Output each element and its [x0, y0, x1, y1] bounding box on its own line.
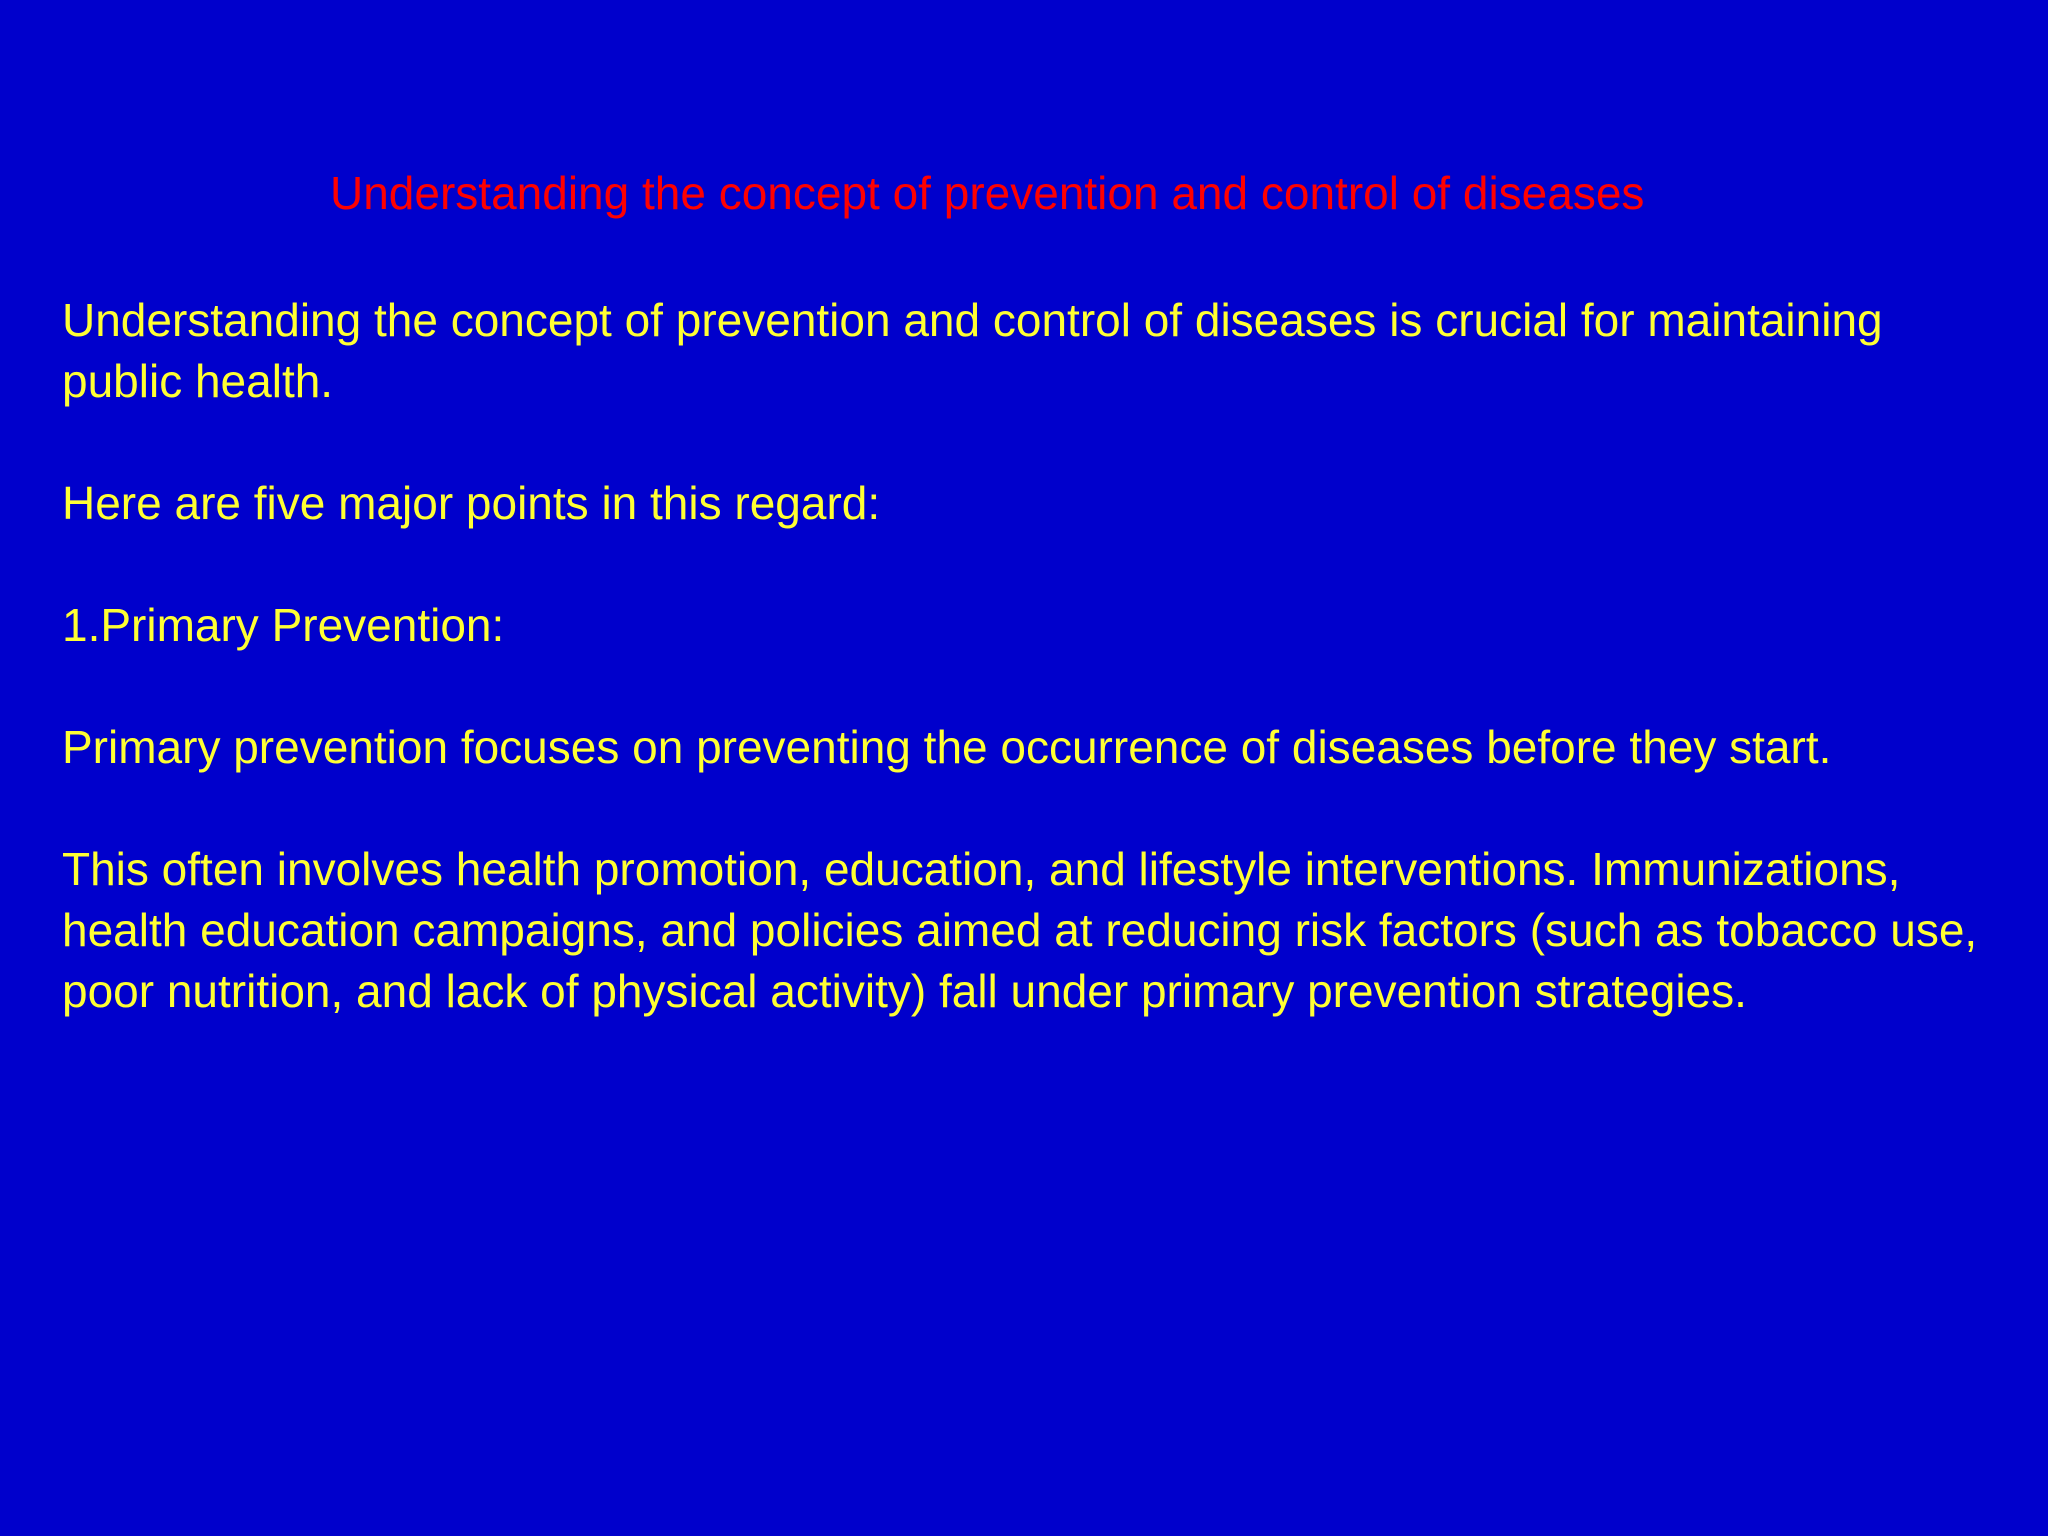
point-definition-paragraph: Primary prevention focuses on preventing the occurrence of diseases before they start. [62, 721, 1832, 773]
intro-paragraph: Understanding the concept of prevention and control of diseases is crucial for maintaining public health. [62, 294, 1883, 407]
point-heading: 1.Primary Prevention: [62, 599, 505, 651]
slide-body [62, 290, 1992, 1022]
point-detail-paragraph: This often involves health promotion, education, and lifestyle interventions. Immunizations, health education campaigns, and policies aimed at reducing risk factors (such as tobacco use, poor nutrition, and lack of physical activity) fall under primary prevention strategies. [62, 843, 1978, 1017]
points-intro-paragraph: Here are five major points in this regard: [62, 477, 881, 529]
slide-title: Understanding the concept of prevention and control of diseases [330, 167, 1645, 219]
